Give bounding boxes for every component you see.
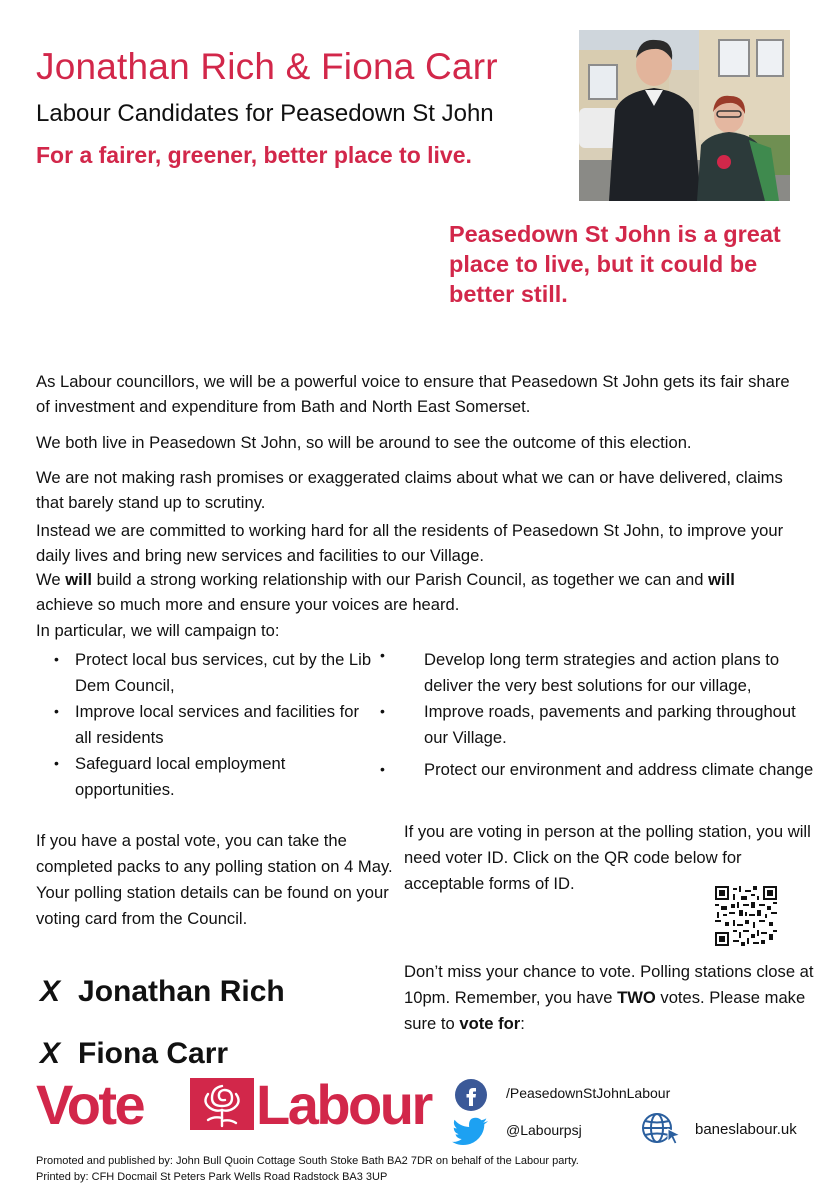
facebook-icon[interactable] bbox=[455, 1079, 487, 1111]
list-item bbox=[54, 699, 364, 751]
list-item bbox=[380, 757, 814, 809]
ballot-candidate-name: Fiona Carr bbox=[78, 1037, 229, 1070]
text-segment: build a strong working relationship with our Parish Council, as together we can and bbox=[91, 570, 709, 589]
ballot-candidate-1 bbox=[40, 975, 285, 1009]
emphasis-two: TWO bbox=[617, 988, 656, 1007]
bullet-glyph: • bbox=[54, 651, 59, 667]
list-item-text: Develop long term strategies and action plans to deliver the very best solutions for our village, bbox=[424, 650, 780, 695]
imprint-printed-by: Printed by: CFH Docmail St Peters Park Wells Road Radstock BA3 3UP bbox=[36, 1171, 388, 1183]
bullet-glyph: • bbox=[54, 703, 59, 719]
globe-icon[interactable] bbox=[640, 1112, 684, 1146]
intro-paragraph: As Labour councillors, we will be a powerful voice to ensure that Peasedown St John gets its fair share of investment and expenditure from Bath and North East Somerset. bbox=[36, 372, 790, 416]
vote-labour-logo bbox=[36, 1073, 431, 1136]
list-item-text: Protect our environment and address climate change bbox=[424, 760, 814, 779]
reminder-paragraph bbox=[404, 959, 819, 1037]
imprint-promoted-by: Promoted and published by: John Bull Quoin Cottage South Stoke Bath BA2 7DR on behalf of the Labour party. bbox=[36, 1155, 579, 1167]
candidates-photo bbox=[579, 30, 790, 201]
list-item bbox=[380, 699, 810, 751]
pull-quote: Peasedown St John is a great place to live, but it could be better still. bbox=[449, 221, 781, 307]
ballot-cross-mark: X bbox=[40, 975, 61, 1008]
candidate-names-heading: Jonathan Rich & Fiona Carr bbox=[36, 46, 498, 87]
list-item bbox=[380, 643, 810, 695]
in-person-voting-paragraph: If you are voting in person at the polling station, you will need voter ID. Click on the QR code below for acceptable forms of ID. bbox=[404, 822, 811, 893]
campaign-intro-line: In particular, we will campaign to: bbox=[36, 621, 280, 640]
list-item-text: Improve local services and facilities for all residents bbox=[75, 702, 360, 747]
ballot-candidate-name: Jonathan Rich bbox=[78, 975, 285, 1008]
twitter-icon[interactable] bbox=[452, 1117, 490, 1147]
candidates-photo-illustration bbox=[579, 30, 790, 201]
text-segment: achieve so much more and ensure your voices are heard. bbox=[36, 594, 460, 614]
text-segment: : bbox=[520, 1014, 525, 1033]
candidate-role-subheading: Labour Candidates for Peasedown St John bbox=[36, 100, 494, 127]
twitter-link[interactable]: @Labourpsj bbox=[506, 1122, 582, 1138]
parish-council-paragraph bbox=[36, 568, 796, 617]
text-segment: Don’t miss your chance to vote. Polling stations close at 10pm. Remember, you have bbox=[404, 962, 814, 1007]
list-item-text: Improve roads, pavements and parking throughout our Village. bbox=[424, 702, 796, 747]
logo-labour-word: Labour bbox=[256, 1073, 431, 1136]
postal-vote-paragraph: If you have a postal vote, you can take the completed packs to any polling station on 4 May. Your polling station details can be found on your voting card from the Council. bbox=[36, 831, 393, 928]
residency-paragraph: We both live in Peasedown St John, so will be around to see the outcome of this election. bbox=[36, 433, 692, 452]
logo-vote-word: Vote bbox=[36, 1073, 144, 1136]
list-item bbox=[54, 647, 372, 699]
campaign-slogan: For a fairer, greener, better place to live. bbox=[36, 142, 472, 168]
voter-id-qr-code[interactable] bbox=[715, 886, 777, 946]
bullet-glyph: • bbox=[54, 755, 59, 771]
bullet-glyph: • bbox=[380, 703, 385, 719]
emphasis-will: will bbox=[65, 570, 92, 589]
list-item-text: Protect local bus services, cut by the Lib Dem Council, bbox=[75, 650, 372, 695]
bullet-glyph: • bbox=[380, 761, 385, 777]
no-rash-promises-paragraph: We are not making rash promises or exaggerated claims about what we can or have delivered, claims that barely stand up to scrutiny. bbox=[36, 468, 783, 512]
bullet-glyph: • bbox=[380, 647, 385, 663]
emphasis-will: will bbox=[708, 570, 735, 589]
list-item-text: Safeguard local employment opportunities. bbox=[75, 754, 286, 799]
ballot-candidate-2 bbox=[40, 1037, 228, 1071]
facebook-link[interactable]: /PeasedownStJohnLabour bbox=[506, 1085, 671, 1101]
qr-code-graphic[interactable] bbox=[715, 886, 777, 946]
text-segment: We bbox=[36, 570, 66, 589]
ballot-cross-mark: X bbox=[40, 1037, 61, 1070]
list-item bbox=[54, 751, 364, 803]
labour-rose-icon bbox=[190, 1078, 254, 1130]
commitment-paragraph: Instead we are committed to working hard for all the residents of Peasedown St John, to improve your daily lives and bring new services and facilities to our Village. bbox=[36, 521, 784, 565]
website-link[interactable]: baneslabour.uk bbox=[695, 1121, 797, 1138]
text-segment: votes. Please make sure to bbox=[404, 988, 806, 1033]
emphasis-vote-for: vote for bbox=[459, 1014, 521, 1033]
